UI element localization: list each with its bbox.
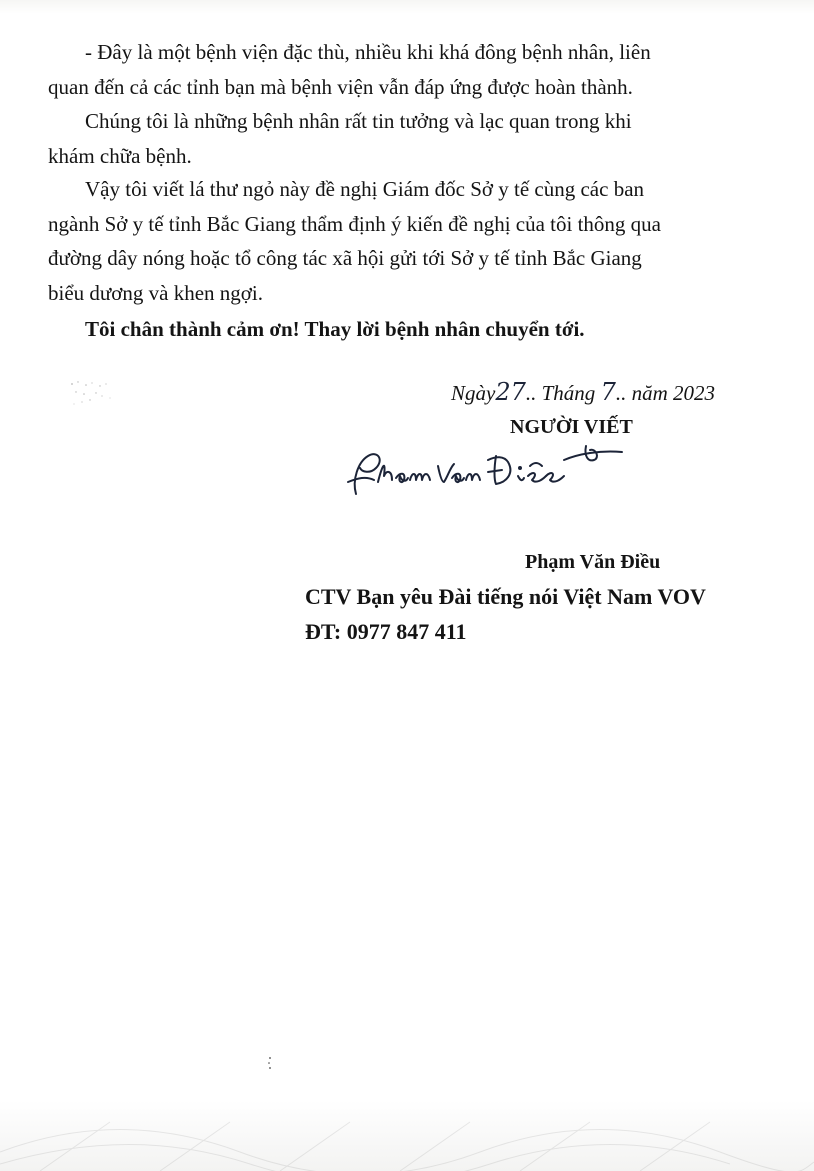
signer-phone: ĐT: 0977 847 411 xyxy=(305,619,467,644)
date-dots-1: .. xyxy=(525,381,537,405)
paragraph-2-line-2: khám chữa bệnh. xyxy=(48,144,192,168)
date-day-handwritten: 27 xyxy=(495,378,526,406)
date-line xyxy=(451,378,715,406)
paragraph-3-line-3: đường dây nóng hoặc tổ công tác xã hội gửi tới Sở y tế tỉnh Bắc Giang xyxy=(48,246,642,270)
paragraph-3-line-2: ngành Sở y tế tỉnh Bắc Giang thẩm định ý kiến đề nghị của tôi thông qua xyxy=(48,212,661,236)
date-month-handwritten: 7 xyxy=(600,378,616,406)
background-watermark-pattern xyxy=(0,1112,814,1171)
closing-line: Tôi chân thành cảm ơn! Thay lời bệnh nhân chuyển tới. xyxy=(85,317,585,341)
date-dots-2: .. xyxy=(615,381,627,405)
paragraph-1-line-1: - Đây là một bệnh viện đặc thù, nhiều khi khá đông bệnh nhân, liên xyxy=(85,40,651,64)
signer-name: Phạm Văn Điều xyxy=(525,551,661,573)
paragraph-3-line-1: Vậy tôi viết lá thư ngỏ này đề nghị Giám đốc Sở y tế cùng các ban xyxy=(85,177,645,201)
scan-specks xyxy=(62,376,122,412)
scan-speck-bottom xyxy=(266,1055,274,1071)
signer-title: NGƯỜI VIẾT xyxy=(510,416,633,438)
paragraph-2-line-1: Chúng tôi là những bệnh nhân rất tin tưởng và lạc quan trong khi xyxy=(85,109,632,133)
paragraph-1-line-2: quan đến cả các tỉnh bạn mà bệnh viện vẫn đáp ứng được hoàn thành. xyxy=(48,75,633,99)
paragraph-3-line-4: biểu dương và khen ngợi. xyxy=(48,281,263,305)
date-prefix: Ngày xyxy=(451,381,496,405)
handwritten-signature xyxy=(338,436,628,506)
signer-role: CTV Bạn yêu Đài tiếng nói Việt Nam VOV xyxy=(305,584,706,609)
date-month-label: Tháng xyxy=(541,381,596,405)
date-year: năm 2023 xyxy=(631,381,716,405)
